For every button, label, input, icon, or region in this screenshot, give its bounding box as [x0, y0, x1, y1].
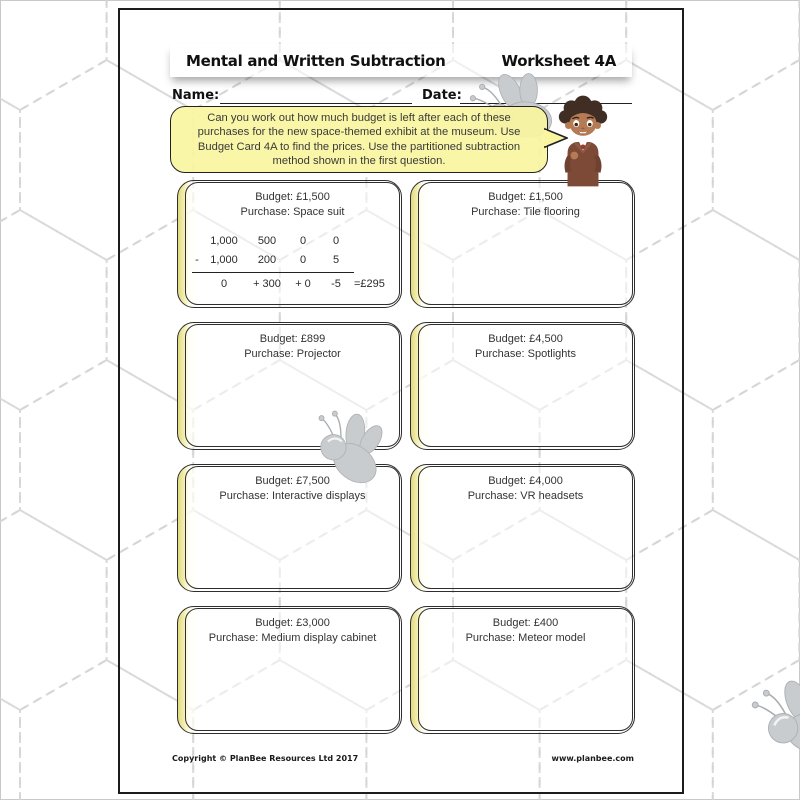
working-total: =£295 [354, 278, 385, 290]
page-title: Mental and Written Subtraction [186, 51, 446, 70]
purchase-label: Purchase: Interactive displays [219, 489, 366, 502]
purchase-label: Purchase: Projector [244, 347, 341, 360]
working-cell: 1,000 [210, 235, 238, 247]
working-cell: 1,000 [210, 254, 238, 266]
working-cell: 200 [257, 254, 277, 266]
purchase-label: Purchase: Space suit [240, 205, 345, 218]
budget-label: Budget: £899 [259, 333, 326, 345]
working-cell: 0 [299, 254, 307, 266]
working-cell: 0 [332, 235, 340, 247]
budget-label: Budget: £400 [492, 617, 559, 629]
minus-sign: - [195, 254, 199, 266]
purchase-label: Purchase: Meteor model [465, 631, 586, 644]
purchase-label: Purchase: Spotlights [475, 347, 576, 360]
working-cell: 5 [332, 254, 340, 266]
header-box [170, 44, 632, 77]
copyright-text: Copyright © PlanBee Resources Ltd 2017 [172, 754, 359, 763]
budget-card-space-suit [177, 180, 402, 308]
name-input-line[interactable] [220, 88, 412, 104]
answer-area[interactable] [185, 182, 400, 305]
budget-card-spotlights [410, 322, 635, 450]
working-cell: -5 [331, 278, 341, 290]
budget-label: Budget: £3,000 [255, 617, 330, 629]
instruction-text: Can you work out how much budget is left after each of these purchases for the new space-themed exhibit at the museum. Use Budget Card 4A to find the prices. Use the partitioned subtraction method shown in the first question. [197, 112, 521, 167]
worksheet-number: Worksheet 4A [501, 51, 616, 70]
working-cell: 500 [257, 235, 277, 247]
budget-label: Budget: £7,500 [255, 475, 330, 487]
answer-area[interactable] [418, 466, 633, 589]
budget-card-meteor-model [410, 606, 635, 734]
budget-label: Budget: £1,500 [255, 191, 330, 203]
working-cell: + 300 [253, 278, 281, 290]
instruction-bubble [170, 106, 548, 173]
purchase-label: Purchase: Tile flooring [471, 205, 580, 218]
footer [172, 754, 634, 763]
working-cell: 0 [220, 278, 228, 290]
boy-character-illustration [554, 94, 612, 188]
budget-card-display-cabinet [177, 606, 402, 734]
answer-area[interactable] [418, 608, 633, 731]
worksheet-page [118, 8, 684, 794]
budget-card-vr-headsets [410, 464, 635, 592]
budget-label: Budget: £4,500 [488, 333, 563, 345]
budget-label: Budget: £1,500 [488, 191, 563, 203]
cards-grid [177, 180, 635, 734]
answer-area[interactable] [185, 608, 400, 731]
answer-area[interactable] [418, 324, 633, 447]
purchase-label: Purchase: Medium display cabinet [208, 631, 377, 644]
subtraction-working [192, 232, 399, 294]
date-label: Date: [422, 88, 462, 103]
answer-rule-line [192, 272, 354, 273]
website-text: www.planbee.com [551, 754, 634, 763]
name-label: Name: [172, 88, 220, 103]
budget-card-tile-flooring [410, 180, 635, 308]
working-cell: 0 [299, 235, 307, 247]
purchase-label: Purchase: VR headsets [467, 489, 584, 502]
working-cell: + 0 [295, 278, 311, 290]
budget-label: Budget: £4,000 [488, 475, 563, 487]
answer-area[interactable] [418, 182, 633, 305]
